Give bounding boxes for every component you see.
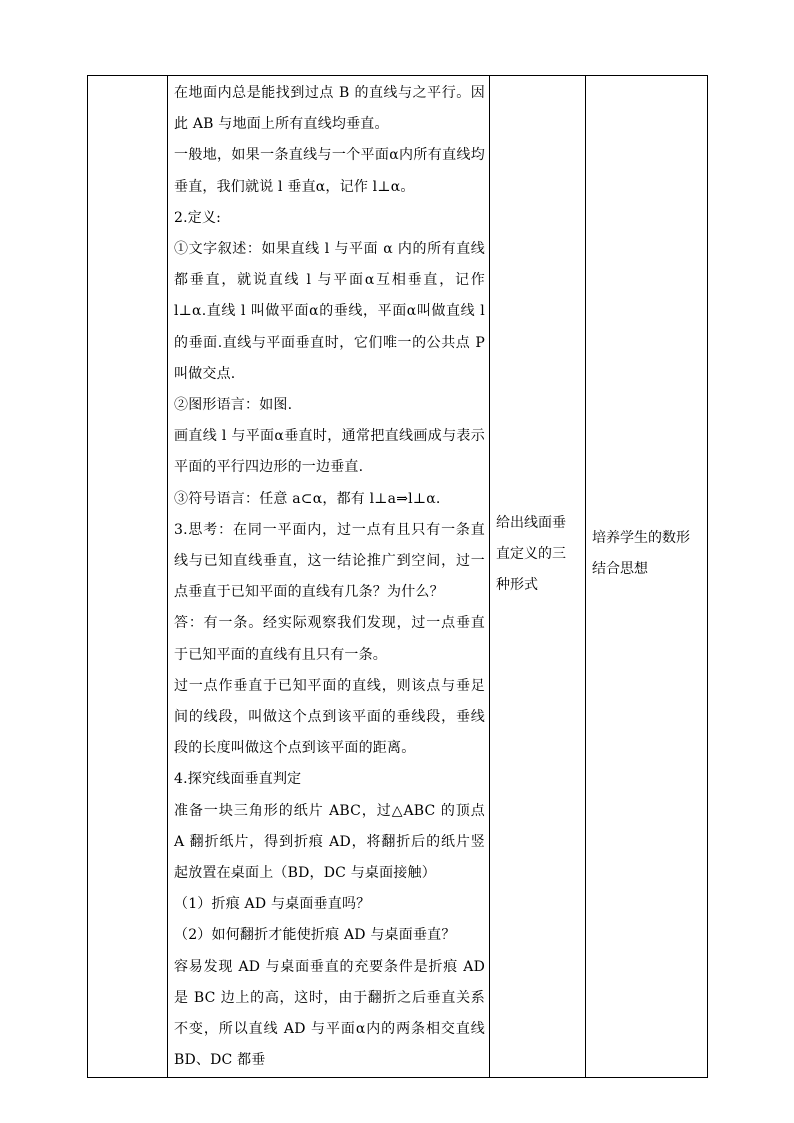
content-paragraph: ①文字叙述：如果直线 l 与平面 α 内的所有直线都垂直，就说直线 l 与平面α互相垂直，记作 l⊥α.直线 l 叫做平面α的垂线，平面α叫做直线 l 的垂面.直线与平面垂直时，它们唯一的公共点 P 叫做交点. — [174, 241, 485, 382]
content-paragraph: 答：有一条。经实际观察我们发现，过一点垂直于已知平面的直线有且只有一条。 — [174, 615, 485, 663]
content-paragraph: 过一点作垂直于已知平面的直线，则该点与垂足间的线段，叫做这个点到该平面的垂线段，垂线段的长度叫做这个点到该平面的距离。 — [174, 677, 485, 757]
teaching-goal-text: 培养学生的数形结合思想 — [592, 530, 690, 578]
stage-cell — [88, 76, 168, 1078]
content-paragraph: 3.思考：在同一平面内，过一点有且只有一条直线与已知直线垂直，这一结论推广到空间，过一点垂直于已知平面的直线有几条？为什么？ — [174, 521, 485, 601]
content-paragraph: 容易发现 AD 与桌面垂直的充要条件是折痕 AD 是 BC 边上的高，这时，由于翻折之后垂直关系不变，所以直线 AD 与平面α内的两条相交直线 BD、DC 都垂 — [174, 958, 485, 1069]
content-paragraph: ②图形语言：如图. — [174, 397, 293, 414]
design-intent-text: 给出线面垂直定义的三种形式 — [496, 514, 566, 593]
teaching-content — [168, 76, 489, 1077]
content-paragraph: 在地面内总是能找到过点 B 的直线与之平行。因此 AB 与地面上所有直线均垂直。 — [174, 85, 485, 133]
content-paragraph: 准备一块三角形的纸片 ABC，过△ABC 的顶点 A 翻折纸片，得到折痕 AD，将翻折后的纸片竖起放置在桌面上（BD，DC 与桌面接触） — [174, 802, 485, 882]
content-paragraph: 画直线 l 与平面α垂直时，通常把直线画成与表示平面的平行四边形的一边垂直. — [174, 428, 485, 476]
content-paragraph: 2.定义: — [174, 209, 222, 226]
content-paragraph: 一般地，如果一条直线与一个平面α内所有直线均垂直，我们就说 l 垂直α，记作 l⊥α。 — [174, 147, 485, 195]
design-intent-cell — [490, 76, 586, 1078]
content-paragraph: 4.探究线面垂直判定 — [174, 771, 302, 788]
teaching-goal-cell — [586, 76, 708, 1078]
lesson-plan-table — [87, 75, 708, 1078]
content-paragraph: （2）如何翻折才能使折痕 AD 与桌面垂直？ — [174, 927, 456, 944]
table-row — [88, 76, 708, 1078]
teaching-content-cell — [168, 76, 490, 1078]
content-paragraph: （1）折痕 AD 与桌面垂直吗？ — [174, 896, 371, 913]
content-paragraph: ③符号语言：任意 a⊂α，都有 l⊥a⇒l⊥α. — [174, 490, 441, 507]
